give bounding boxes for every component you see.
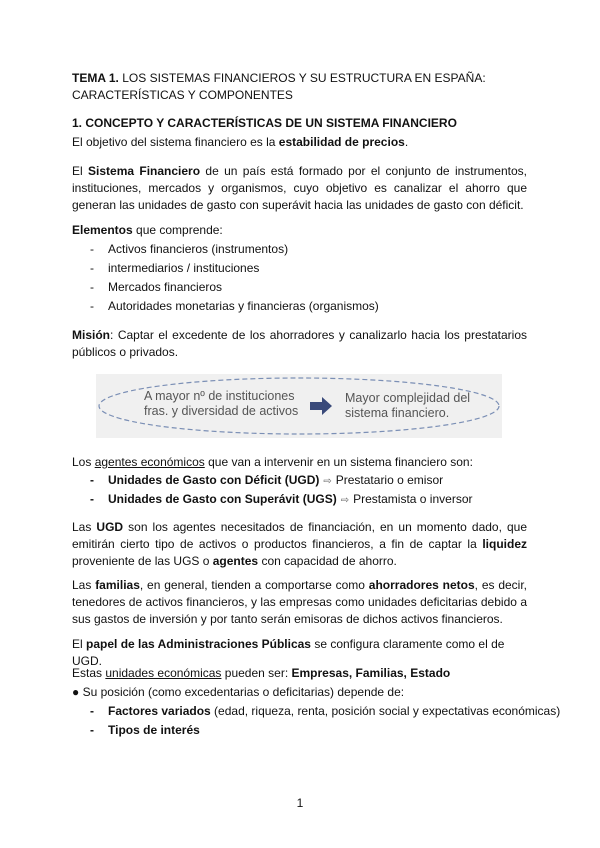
families-p3: , es decir, tenedores de activos financieros, y las empresas como unidades deficitarias debido a sus gastos de inversión y por tanto serán emisoras de dichos activos financieros. xyxy=(72,578,527,626)
def-text: de un país está formado por el conjunto de instrumentos, instituciones, mercados y organismos, cuyo objetivo es canalizar el ahorro que generan las unidades de gasto con superávit hacia las unidades de gasto con déficit. xyxy=(72,164,527,212)
list-item xyxy=(90,260,259,277)
factor-text: (edad, riqueza, renta, posición social y expectativas económicas) xyxy=(210,704,561,718)
list-item xyxy=(90,472,443,490)
agents-intro xyxy=(72,454,527,471)
ugd-paragraph xyxy=(72,519,527,570)
title-line2: CARACTERÍSTICAS Y COMPONENTES xyxy=(72,88,293,102)
diagram-left-line2: fras. y diversidad de activos xyxy=(144,404,299,418)
list-item xyxy=(90,703,560,720)
ugd-p2: son los agentes necesitados de financiación, en un momento dado, que emitirán cierto tipo de activos o productos financieros, a fin de captar la xyxy=(72,520,528,551)
agent-text: Prestatario o emisor xyxy=(335,473,444,487)
objective-paragraph xyxy=(72,134,527,151)
diagram-right-line2: sistema financiero. xyxy=(345,406,450,420)
ugd-p4: con capacidad de ahorro. xyxy=(258,554,397,568)
bullet-icon: ● xyxy=(72,685,80,699)
diagram-left-text xyxy=(144,389,298,419)
dash: - xyxy=(90,492,94,506)
diagram-right-line1: Mayor complejidad del xyxy=(345,391,471,405)
element-text: intermediarios / instituciones xyxy=(108,261,260,275)
ugd-p1: Las xyxy=(72,520,97,534)
mission-text: : Captar el excedente de los ahorradores y canalizarlo hacia los prestatarios públicos o privados. xyxy=(72,328,527,359)
title-bold: TEMA 1. xyxy=(72,71,119,85)
agent-bold: Unidades de Gasto con Déficit (UGD) xyxy=(108,473,320,487)
concept-diagram xyxy=(96,374,502,438)
factor-bold: Tipos de interés xyxy=(108,723,200,737)
element-text: Mercados financieros xyxy=(108,280,223,294)
list-item xyxy=(90,491,472,509)
list-item xyxy=(90,279,222,296)
objective-bold: estabilidad de precios xyxy=(278,135,405,149)
elements-bold: Elementos xyxy=(72,223,133,237)
admin-b1: papel de las Administraciones Públicas xyxy=(86,637,311,651)
units-underline: unidades económicas xyxy=(105,666,222,680)
document-title xyxy=(72,70,527,104)
agent-text: Prestamista o inversor xyxy=(353,492,473,506)
families-paragraph xyxy=(72,577,527,628)
diagram-left-line1: A mayor nº de instituciones xyxy=(144,389,295,403)
dash: - xyxy=(90,704,94,718)
objective-prefix: El objetivo del sistema financiero es la xyxy=(72,135,279,149)
ugd-b3: agentes xyxy=(212,554,259,568)
element-text: Activos financieros (instrumentos) xyxy=(108,242,289,256)
element-text: Autoridades monetarias y financieras (organismos) xyxy=(108,299,379,313)
families-b1: familias xyxy=(95,578,140,592)
dash: - xyxy=(90,280,94,294)
def-bold: Sistema Financiero xyxy=(88,164,201,178)
arrow-icon: ⇨ xyxy=(323,476,332,487)
agent-bold: Unidades de Gasto con Superávit (UGS) xyxy=(108,492,337,506)
dash: - xyxy=(90,261,94,275)
dash: - xyxy=(90,299,94,313)
definition-paragraph xyxy=(72,163,527,214)
families-p2: , en general, tienden a comportarse como xyxy=(139,578,369,592)
families-p1: Las xyxy=(72,578,96,592)
agents-prefix: Los xyxy=(72,455,95,469)
mission-bold: Misión xyxy=(72,328,110,342)
right-arrow-icon xyxy=(310,397,332,415)
arrow-icon: ⇨ xyxy=(340,495,350,506)
elements-intro xyxy=(72,222,527,239)
units-paragraph xyxy=(72,665,527,682)
page-number: 1 xyxy=(296,796,304,810)
ugd-b1: UGD xyxy=(96,520,124,534)
position-line xyxy=(72,684,527,701)
agents-underline: agentes económicos xyxy=(94,455,205,469)
def-prefix: El xyxy=(72,164,89,178)
ugd-b2: liquidez xyxy=(482,537,527,551)
agents-suffix: que van a intervenir en un sistema financiero son: xyxy=(204,455,473,469)
units-p1: Estas xyxy=(72,666,106,680)
dash: - xyxy=(90,242,94,256)
ugd-p3: proveniente de las UGS o xyxy=(72,554,213,568)
admin-p1: El xyxy=(72,637,87,651)
units-bold: Empresas, Familias, Estado xyxy=(291,666,451,680)
section-heading: 1. CONCEPTO Y CARACTERÍSTICAS DE UN SISTEMA FINANCIERO xyxy=(72,116,457,130)
dash: - xyxy=(90,723,94,737)
list-item xyxy=(90,241,288,258)
objective-suffix: . xyxy=(404,135,409,149)
list-item xyxy=(90,298,379,315)
title-line1: LOS SISTEMAS FINANCIEROS Y SU ESTRUCTURA EN ESPAÑA: xyxy=(118,71,486,85)
elements-suffix: que comprende: xyxy=(132,223,223,237)
units-p2: pueden ser: xyxy=(221,666,292,680)
position-text: Su posición (como excedentarias o deficitarias) depende de: xyxy=(79,685,405,699)
factor-bold: Factores variados xyxy=(108,704,211,718)
families-b2: ahorradores netos xyxy=(368,578,475,592)
diagram-right-text xyxy=(345,391,470,421)
admin-p2: se configura claramente como el de UGD. xyxy=(72,637,505,668)
mission-paragraph xyxy=(72,327,527,361)
dash: - xyxy=(90,473,94,487)
list-item xyxy=(90,722,200,739)
